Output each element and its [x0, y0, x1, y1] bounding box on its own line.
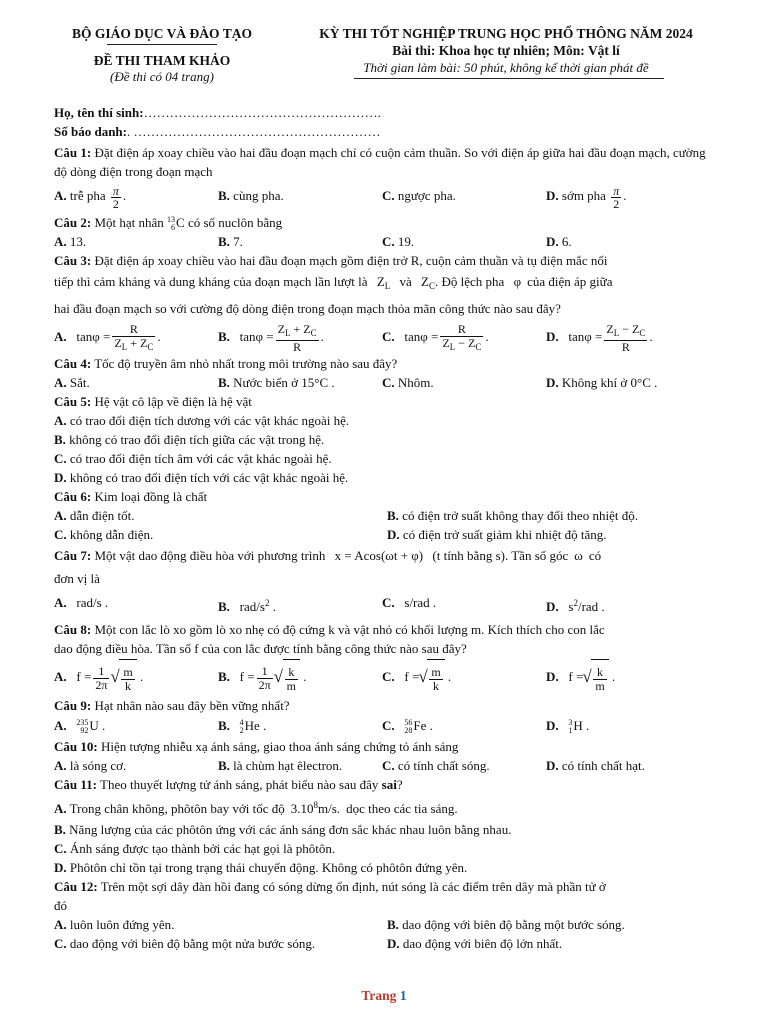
question-12-line1: Câu 12: Trên một sợi dây đàn hồi đang có sóng dừng ổn định, nút sóng là các điểm trên dây mà phần tử ở — [54, 879, 606, 895]
header-right — [282, 26, 730, 79]
question-2-text1: Một hạt nhân — [94, 215, 164, 230]
q10-option-b[interactable]: B. là chùm hạt êlectron. — [218, 758, 343, 774]
q4-option-a[interactable]: A. Sắt. — [54, 375, 90, 391]
question-4-label: Câu 4: — [54, 356, 92, 372]
question-3-line2: tiếp thì cảm kháng và dung kháng của đoạn mạch lần lượt là $Z_L$ và $Z_C$. Độ lệch pha φ của điện áp giữa — [54, 274, 613, 292]
question-4 — [54, 354, 720, 373]
question-1-text: Đặt điện áp xoay chiều vào hai đầu đoạn mạch chỉ có cuộn cảm thuần. So với điện áp giữa hai đầu đoạn mạch, cường độ dòng điện trong đoạn mạch — [54, 145, 706, 179]
question-3-options — [54, 320, 720, 354]
q8-option-c[interactable]: C. f = √ $\frac{m}{k}$ . — [382, 658, 546, 696]
q2-option-d[interactable]: D. 6. — [546, 234, 572, 250]
question-10: Câu 10: Hiện tượng nhiễu xạ ánh sáng, giao thoa ánh sáng chứng tỏ ánh sáng — [54, 739, 459, 755]
q6-option-a[interactable]: A. dẫn điện tốt. — [54, 508, 135, 524]
question-6 — [54, 487, 720, 506]
q11-option-b[interactable]: B. Năng lượng của các phôtôn ứng với các ánh sáng đơn sắc khác nhau luôn bằng nhau. — [54, 822, 512, 838]
question-1-options — [54, 181, 720, 211]
ministry-name: BỘ GIÁO DỤC VÀ ĐÀO TẠO — [72, 26, 252, 41]
q7-option-a[interactable]: A. rad/s . — [54, 595, 109, 611]
q12-option-d[interactable]: D. dao động với biên độ lớn nhất. — [387, 936, 563, 952]
q12-option-a[interactable]: A. luôn luôn đứng yên. — [54, 917, 175, 933]
q12-option-c[interactable]: C. dao động với biên độ bằng một nửa bước sóng. — [54, 936, 316, 952]
q1-option-d[interactable]: D. sớm pha $\frac{\pi}{2}$ . — [546, 183, 627, 211]
q4-option-b[interactable]: B. Nước biển ở 15°C . — [218, 375, 335, 391]
question-5-label: Câu 5: — [54, 394, 92, 410]
question-1-label: Câu 1: — [54, 145, 92, 160]
q1-option-c[interactable]: C. ngược pha. — [382, 188, 456, 203]
question-6-options-ab — [54, 506, 720, 525]
q9-option-d[interactable]: D. 3 1 H . — [546, 718, 590, 736]
candidate-id-dots: . ………………………………………………… — [126, 124, 381, 139]
q10-option-c[interactable]: C. có tính chất sóng. — [382, 758, 490, 774]
question-8-line2: dao động điều hòa. Tần số f của con lắc được tính bằng công thức nào sau đây? — [54, 641, 467, 657]
q10-option-a[interactable]: A. là sóng cơ. — [54, 758, 127, 774]
question-11-label: Câu 11: — [54, 777, 97, 793]
question-6-options-cd — [54, 525, 720, 544]
question-9-options — [54, 715, 720, 737]
q2-option-b[interactable]: B. 7. — [218, 234, 243, 250]
q4-option-d[interactable]: D. Không khí ở 0°C . — [546, 375, 658, 391]
question-5 — [54, 392, 720, 411]
question-7-line2: đơn vị là — [54, 571, 100, 587]
q7-equation: x = Acos(ωt + φ) — [334, 548, 424, 564]
time-underline — [354, 78, 664, 79]
question-11-emphasis: sai — [381, 777, 397, 793]
q5-option-b[interactable]: B. không có trao đổi điện tích giữa các vật trong hệ. — [54, 432, 325, 448]
question-7-options — [54, 590, 720, 620]
q9-option-c[interactable]: C. 56 28 Fe . — [382, 718, 433, 736]
q7-option-c[interactable]: C. s/rad . — [382, 595, 437, 611]
exam-title: KỲ THI TỐT NGHIỆP TRUNG HỌC PHỔ THÔNG NĂM 2024 — [319, 26, 693, 41]
question-1 — [54, 143, 720, 181]
question-12-options-cd — [54, 934, 720, 953]
question-11: Câu 11: Theo thuyết lượng tử ánh sáng, phát biểu nào sau đây sai? — [54, 777, 403, 793]
q5-option-d[interactable]: D. không có trao đổi điện tích với các vật khác ngoài hệ. — [54, 470, 349, 486]
q3-option-a[interactable]: A. tanφ = $\frac{R}{Z_L + Z_C}$ . — [54, 321, 161, 352]
question-4-options — [54, 373, 720, 392]
q6-option-d[interactable]: D. có điện trở suất giảm khi nhiệt độ tăng. — [387, 527, 607, 543]
q9-option-a[interactable]: A. 235 92 U . — [54, 718, 106, 736]
q7-option-d[interactable]: D. $s^2$/rad . — [546, 598, 605, 615]
carbon-13-isotope: 13 6 — [167, 215, 176, 233]
candidate-id-line — [54, 122, 720, 141]
page-number: 1 — [399, 988, 407, 1003]
q4-option-c[interactable]: C. Nhôm. — [382, 375, 434, 391]
ministry-underline — [107, 44, 217, 45]
candidate-name-label: Họ, tên thí sinh: — [54, 105, 144, 120]
question-9-label: Câu 9: — [54, 698, 92, 714]
q10-option-d[interactable]: D. có tính chất hạt. — [546, 758, 645, 774]
exam-subject: Bài thi: Khoa học tự nhiên; Môn: Vật lí — [392, 43, 620, 58]
q7-option-b[interactable]: B. rad/$s^2$ . — [218, 598, 276, 615]
q3-option-c[interactable]: C. tanφ = $\frac{R}{Z_L - Z_C}$ . — [382, 321, 489, 352]
question-2: Câu 2: Một hạt nhân 13 6 C có số nuclôn bằng — [54, 215, 283, 233]
question-8-options — [54, 658, 720, 696]
candidate-id-label: Số báo danh: — [54, 124, 127, 139]
q11-option-c[interactable]: C. Ánh sáng được tạo thành bởi các hạt gọi là phôtôn. — [54, 841, 336, 857]
question-9: Câu 9: Hạt nhân nào sau đây bền vững nhất? — [54, 698, 290, 714]
question-8-label: Câu 8: — [54, 622, 92, 638]
question-3-line1 — [54, 251, 720, 270]
page-footer — [0, 988, 768, 1004]
q11-option-a[interactable]: A. Trong chân không, phôtôn bay với tốc độ 3.10$^8$m/s. dọc theo các tia sáng. — [54, 800, 458, 817]
question-3-label: Câu 3: — [54, 253, 92, 269]
q2-option-a[interactable]: A. 13. — [54, 234, 87, 250]
question-4-text: Tốc độ truyền âm nhỏ nhất trong môi trường nào sau đây? — [94, 356, 398, 372]
q12-option-b[interactable]: B. dao động với biên độ bằng một bước sóng. — [387, 917, 625, 933]
question-3-text1: Đặt điện áp xoay chiều vào hai đầu đoạn mạch gồm điện trở R, cuộn cảm thuần và tụ điện mắc nối — [94, 253, 608, 269]
q5-option-c[interactable]: C. có trao đổi điện tích âm với các vật khác ngoài hệ. — [54, 451, 332, 467]
q8-option-b[interactable]: B. f = $\frac{1}{2\pi}$ √ $\frac{k}{m}$ . — [218, 658, 382, 696]
pages-note: (Đề thi có 04 trang) — [110, 69, 214, 84]
q6-option-b[interactable]: B. có điện trở suất không thay đổi theo nhiệt độ. — [387, 508, 638, 524]
q11-option-d[interactable]: D. Phôtôn chỉ tồn tại trong trạng thái chuyển động. Không có phôtôn đứng yên. — [54, 860, 468, 876]
question-12-line2: đó — [54, 898, 67, 914]
question-8-line1: Câu 8: Một con lắc lò xo gồm lò xo nhẹ có độ cứng k và vật nhỏ có khối lượng m. Kích thích cho con lắc — [54, 622, 605, 638]
q5-option-a[interactable]: A. có trao đổi điện tích dương với các vật khác ngoài hệ. — [54, 413, 350, 429]
q6-option-c[interactable]: C. không dẫn điện. — [54, 527, 154, 543]
q3-option-b[interactable]: B. tanφ = $\frac{Z_L + Z_C}{R}$ . — [218, 321, 324, 354]
question-3-line3: hai đầu đoạn mạch so với cường độ dòng điện trong đoạn mạch thỏa mãn công thức nào sau đây? — [54, 301, 561, 317]
candidate-name-dots: ………………………………………………. — [143, 105, 381, 120]
exam-content — [54, 103, 720, 953]
header-left — [52, 26, 272, 85]
question-7-line1: Câu 7: Một vật dao động điều hòa với phương trình x = Acos(ωt + φ) (t tính bằng s). Tần số góc ω có — [54, 548, 602, 564]
q3-option-d[interactable]: D. tanφ = $\frac{Z_L - Z_C}{R}$ . — [546, 321, 653, 354]
question-3-text2: tiếp thì cảm kháng và dung kháng của đoạn mạch lần lượt là — [54, 274, 368, 290]
question-5-text: Hệ vật cô lập về điện là hệ vật — [94, 394, 252, 410]
question-2-options — [54, 232, 720, 251]
q1-option-a[interactable]: A. trễ pha $\frac{\pi}{2}$ . — [54, 183, 127, 211]
q8-option-d[interactable]: D. f = √ $\frac{k}{m}$ . — [546, 658, 710, 696]
question-10-label: Câu 10: — [54, 739, 98, 755]
q9-option-b[interactable]: B. 4 2 He . — [218, 718, 267, 736]
q2-option-c[interactable]: C. 19. — [382, 234, 415, 250]
question-12-label: Câu 12: — [54, 879, 98, 895]
reference-exam-label: ĐỀ THI THAM KHẢO — [93, 53, 231, 68]
page-word: Trang — [361, 988, 397, 1003]
q8-option-a[interactable]: A. f = $\frac{1}{2\pi}$ √ $\frac{m}{k}$ . — [54, 658, 218, 696]
question-12-options-ab — [54, 915, 720, 934]
question-6-label: Câu 6: — [54, 489, 92, 505]
question-7-label: Câu 7: — [54, 548, 92, 564]
time-note: Thời gian làm bài: 50 phút, không kể thời gian phát đề — [363, 60, 649, 75]
question-6-text: Kim loại đồng là chất — [94, 489, 208, 505]
question-10-options — [54, 756, 720, 775]
candidate-name-line — [54, 103, 720, 122]
q1-option-b[interactable]: B. cùng pha. — [218, 188, 284, 203]
question-2-label: Câu 2: — [54, 215, 92, 230]
question-2-text2: có số nuclôn bằng — [187, 215, 283, 230]
